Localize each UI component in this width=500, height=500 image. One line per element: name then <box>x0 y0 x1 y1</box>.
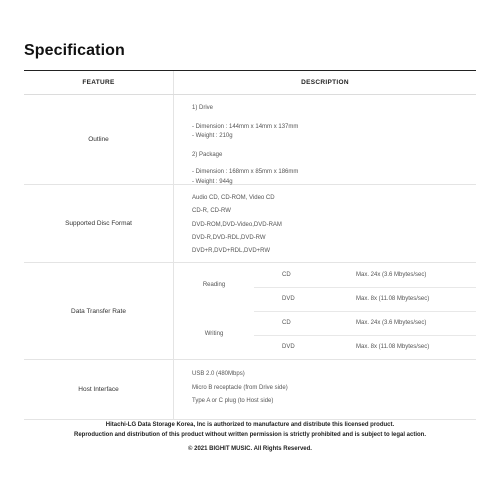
host-interface-description <box>174 360 476 409</box>
page-title: Specification <box>24 42 125 59</box>
package-dimension: - Dimension : 168mm x 85mm x 186mm <box>192 169 299 175</box>
reading-label: Reading <box>202 282 226 288</box>
writing-cd-speed: Max. 24x (3.6 Mbytes/sec) <box>356 320 427 326</box>
writing-dvd-type: DVD <box>282 344 295 350</box>
disc-format-description <box>174 185 476 258</box>
disc-format-line: DVD-R,DVD-RDL,DVD-RW <box>192 234 266 241</box>
reading-cd-type: CD <box>282 272 291 278</box>
drive-title: 1) Drive <box>192 105 214 111</box>
table-row-transfer-rate <box>24 263 476 360</box>
outline-description <box>174 95 476 187</box>
writing-dvd-row <box>254 335 476 359</box>
disc-format-line: CD-R, CD-RW <box>192 208 231 215</box>
writing-cd-type: CD <box>282 320 291 326</box>
spec-table <box>24 70 476 420</box>
table-header-row <box>24 71 476 95</box>
license-notice: Hitachi-LG Data Storage Korea, Inc is authorized to manufacture and distribute this licensed product. <box>105 422 395 428</box>
transfer-rate-description <box>174 263 476 359</box>
writing-cd-row <box>254 311 476 335</box>
package-weight: - Weight : 944g <box>192 178 233 185</box>
disc-format-line: Audio CD, CD-ROM, Video CD <box>192 195 275 201</box>
reproduction-notice: Reproduction and distribution of this product without written permission is strictly prohibited and is subject to legal action. <box>73 432 427 438</box>
disc-format-line: DVD-ROM,DVD-Video,DVD-RAM <box>192 221 282 228</box>
host-interface-line: Type A or C plug (to Host side) <box>192 398 274 404</box>
reading-cd-row <box>254 263 476 287</box>
reading-dvd-type: DVD <box>282 296 295 302</box>
feature-column-header: FEATURE <box>24 71 174 94</box>
host-interface-line: USB 2.0 (480Mbps) <box>192 371 245 377</box>
reading-dvd-row <box>254 287 476 311</box>
writing-dvd-speed: Max. 8x (11.08 Mbytes/sec) <box>356 344 430 350</box>
description-column-header: DESCRIPTION <box>301 79 349 86</box>
outline-label: Outline <box>24 95 174 184</box>
table-row-outline <box>24 95 476 185</box>
drive-weight: - Weight : 210g <box>192 133 233 139</box>
copyright-notice: © 2021 BIGHIT MUSIC. All Rights Reserved. <box>188 446 312 452</box>
reading-cd-speed: Max. 24x (3.6 Mbytes/sec) <box>356 272 427 278</box>
disc-format-line: DVD+R,DVD+RDL,DVD+RW <box>192 248 271 255</box>
drive-dimension: - Dimension : 144mm x 14mm x 137mm <box>192 123 299 130</box>
writing-label: Writing <box>204 331 224 337</box>
table-row-host-interface <box>24 360 476 420</box>
disc-format-label: Supported Disc Format <box>24 185 174 262</box>
reading-dvd-speed: Max. 8x (11.08 Mbytes/sec) <box>356 296 430 302</box>
package-title: 2) Package <box>192 151 223 158</box>
transfer-rate-label: Data Transfer Rate <box>24 263 174 359</box>
table-row-disc-format <box>24 185 476 263</box>
host-interface-line: Micro B receptacle (from Drive side) <box>192 384 288 391</box>
host-interface-label: Host Interface <box>24 360 174 419</box>
